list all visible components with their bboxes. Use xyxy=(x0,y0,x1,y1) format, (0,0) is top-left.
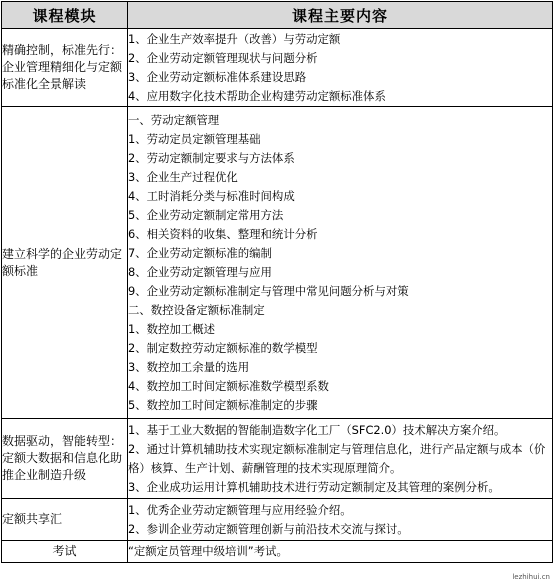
module-cell: 建立科学的企业劳动定额标准 xyxy=(2,107,128,419)
content-cell xyxy=(128,419,553,499)
table-row xyxy=(2,29,553,107)
content-line: 4、数控加工时间定额标准数学模型系数 xyxy=(128,378,329,393)
content-line: 3、企业成功运用计算机辅助技术进行劳动定额制定及其管理的案例分析。 xyxy=(128,479,500,494)
content-line: 2、制定数控劳动定额标准的数学模型 xyxy=(128,340,318,355)
table-row xyxy=(2,499,553,541)
content-cell xyxy=(128,541,553,563)
content-line: 9、企业劳动定额标准制定与管理中常见问题分析与对策 xyxy=(128,283,409,298)
content-line: 1、劳动定员定额管理基础 xyxy=(128,131,261,146)
content-line: 2、参训企业劳动定额管理创新与前沿技术交流与探讨。 xyxy=(128,521,409,536)
table-row xyxy=(2,419,553,499)
module-cell: 定额共享汇 xyxy=(2,499,128,541)
content-cell xyxy=(128,29,553,107)
content-line: 5、企业劳动定额制定常用方法 xyxy=(128,207,284,222)
content-line: 1、优秀企业劳动定额管理与应用经验介绍。 xyxy=(128,502,352,517)
header-module: 课程模块 xyxy=(2,2,128,29)
content-line: 4、工时消耗分类与标准时间构成 xyxy=(128,188,295,203)
content-line: 二、数控设备定额标准制定 xyxy=(128,302,265,317)
content-line: 2、劳动定额制定要求与方法体系 xyxy=(128,150,295,165)
content-line: 3、企业生产过程优化 xyxy=(128,169,238,184)
content-line: 一、劳动定额管理 xyxy=(128,112,220,127)
content-line: “定额定员管理中级培训”考试。 xyxy=(128,544,288,558)
table-header-row xyxy=(2,2,553,29)
module-cell: 考试 xyxy=(2,541,128,563)
content-cell xyxy=(128,499,553,541)
content-line: 6、相关资料的收集、整理和统计分析 xyxy=(128,226,318,241)
content-line: 3、企业劳动定额标准体系建设思路 xyxy=(128,69,307,84)
content-line: 7、企业劳动定额标准的编制 xyxy=(128,245,272,260)
table-row xyxy=(2,541,553,563)
content-line: 5、数控加工时间定额标准制定的步骤 xyxy=(128,397,318,412)
course-table xyxy=(1,1,553,563)
content-line: 1、基于工业大数据的智能制造数字化工厂（SFC2.0）技术解决方案介绍。 xyxy=(128,422,506,437)
content-line: 3、数控加工余量的选用 xyxy=(128,359,250,374)
content-line: 8、企业劳动定额管理与应用 xyxy=(128,264,272,279)
content-line: 2、通过计算机辅助技术实现定额标准制定与管理信息化，进行产品定额与成本（价格）核算、生产计划、薪酬管理的技术实现原理简介。 xyxy=(128,441,546,475)
header-content: 课程主要内容 xyxy=(128,2,553,29)
module-cell: 精确控制，标准先行：企业管理精细化与定额标准化全景解读 xyxy=(2,29,128,107)
content-line: 4、应用数字化技术帮助企业构建劳动定额标准体系 xyxy=(128,88,386,103)
content-line: 1、数控加工概述 xyxy=(128,321,215,336)
content-line: 1、企业生产效率提升（改善）与劳动定额 xyxy=(128,31,341,46)
content-cell xyxy=(128,107,553,419)
module-cell: 数据驱动，智能转型：定额大数据和信息化助推企业制造升级 xyxy=(2,419,128,499)
watermark: lezhihui.cn xyxy=(512,573,550,581)
content-line: 2、企业劳动定额管理现状与问题分析 xyxy=(128,50,318,65)
table-row xyxy=(2,107,553,419)
